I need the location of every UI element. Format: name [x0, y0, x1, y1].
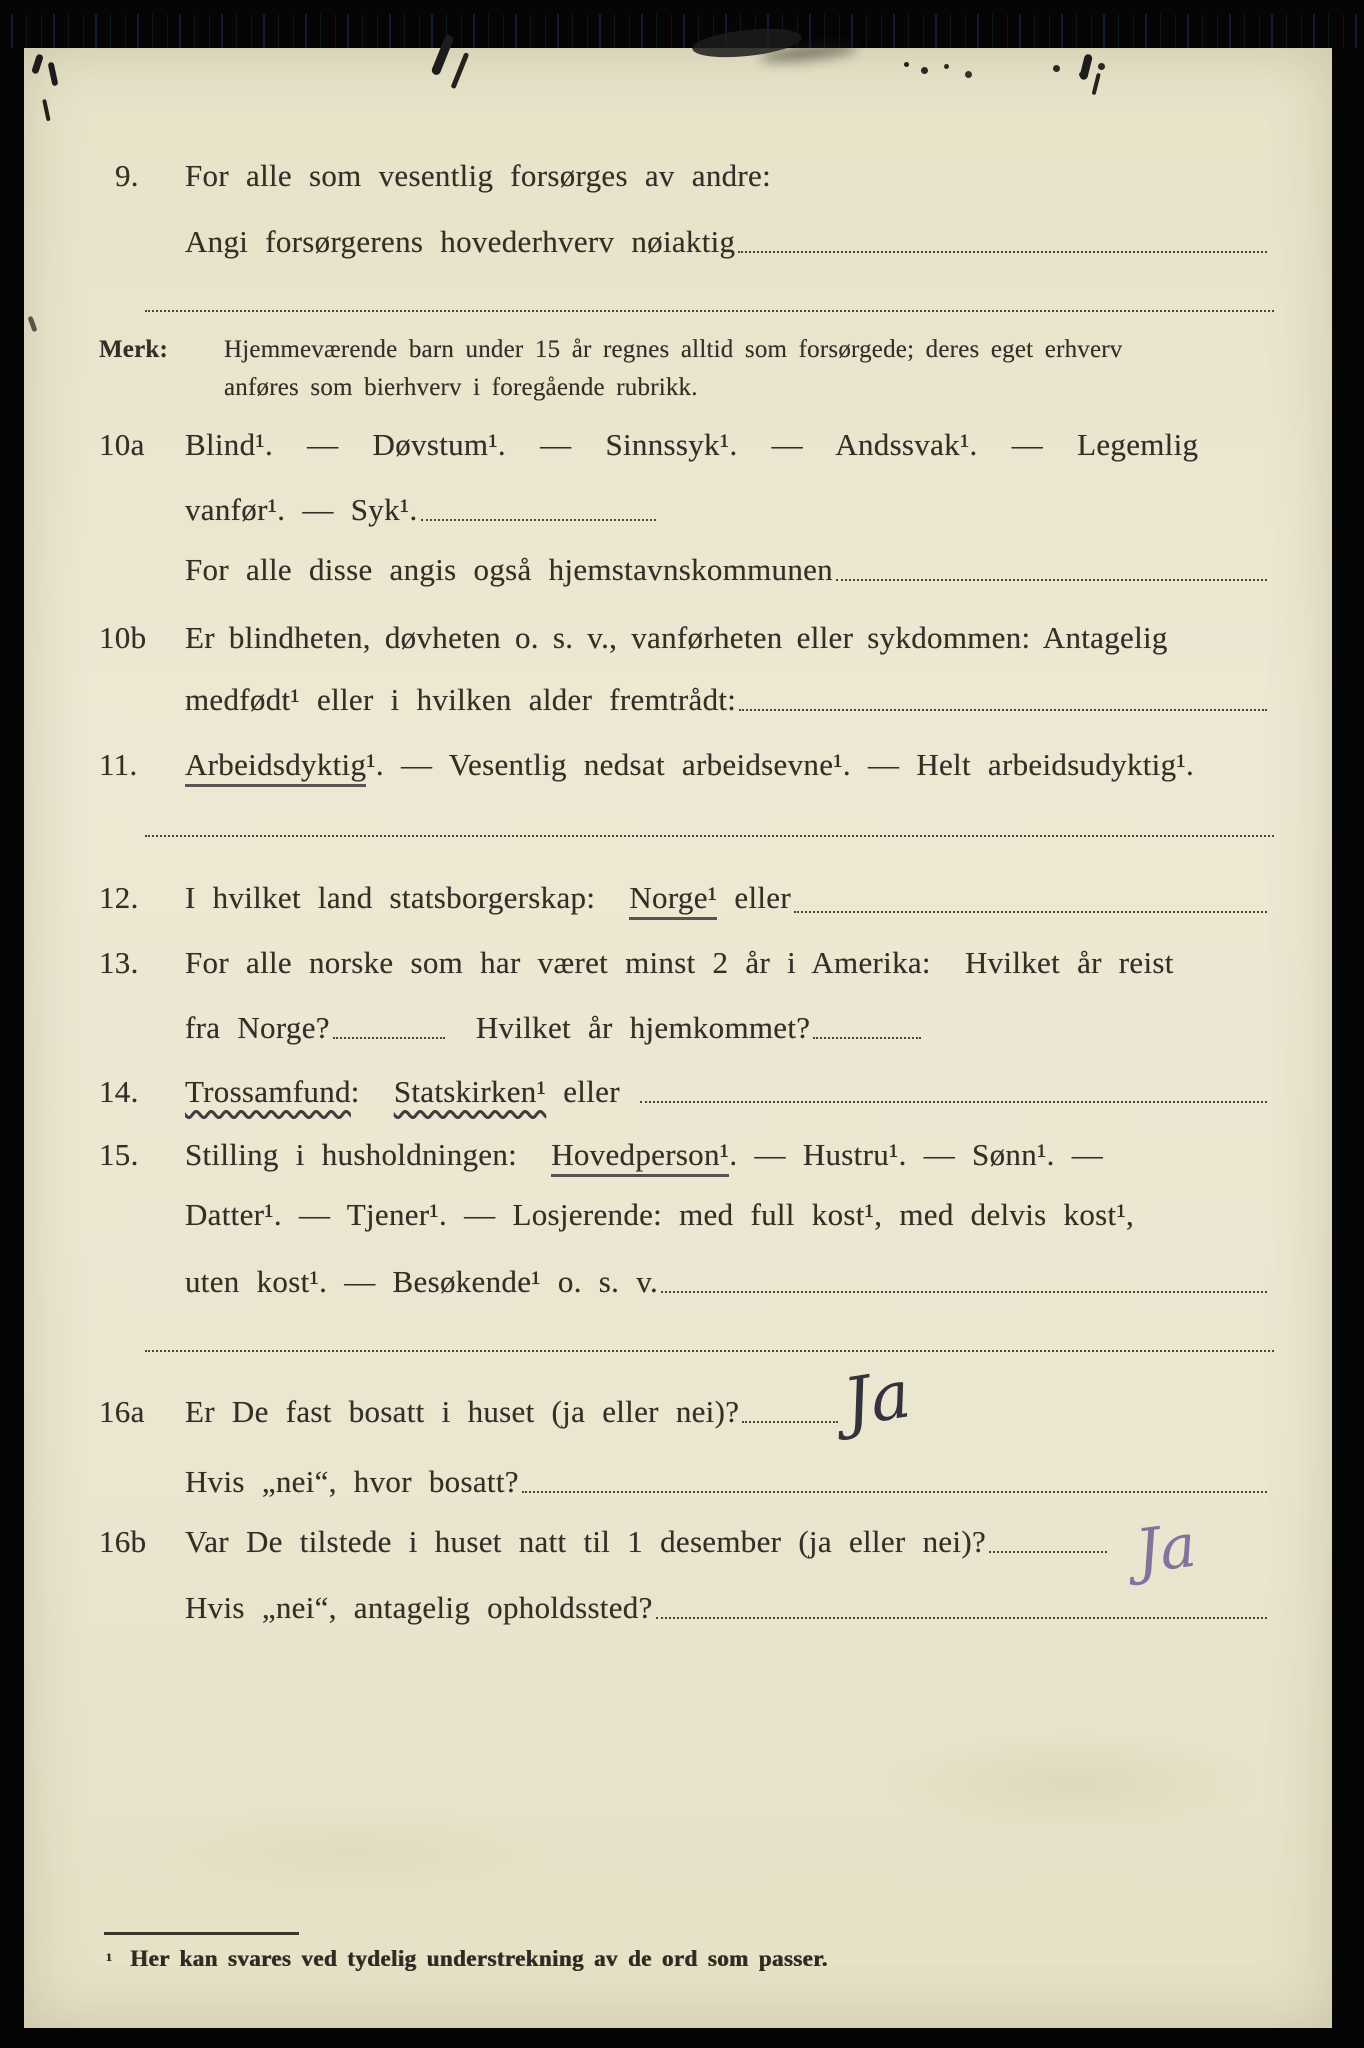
pen-underlined-word: Statskirken¹ [393, 1074, 547, 1109]
question-number: 13. [99, 945, 139, 980]
ink-smudge [1079, 53, 1093, 80]
question-15-line3 [185, 1264, 1270, 1300]
dotted-separator [145, 835, 1274, 837]
merk-text: Hjemmeværende barn under 15 år regnes alltid som forsørgede; deres eget erhverv [224, 336, 1123, 363]
question-9-row [99, 158, 1270, 194]
question-text: Hvilket år hjemkommet? [475, 1010, 811, 1045]
question-number: 14. [99, 1074, 139, 1109]
dotted-answer-line [989, 1551, 1107, 1553]
show-through-stain [144, 1808, 564, 1898]
question-text: Var De tilstede i huset natt til 1 desember (ja eller nei)? [185, 1524, 987, 1559]
question-10a-line2 [185, 492, 659, 528]
question-9-line2 [185, 224, 1270, 260]
footnote-rule [104, 1932, 299, 1935]
question-text: Er De fast bosatt i huset (ja eller nei)? [185, 1394, 740, 1429]
question-text: Datter¹. — Tjener¹. — Losjerende: med full kost¹, med delvis kost¹, [185, 1197, 1135, 1232]
question-12-row [99, 880, 1270, 920]
question-number: 9. [115, 158, 139, 193]
question-text: For alle som vesentlig forsørges av andre: [185, 158, 772, 193]
question-number: 12. [99, 880, 139, 915]
question-text: For alle disse angis også hjemstavnskommunen [185, 552, 833, 587]
question-number: 11. [99, 747, 138, 782]
question-10b-line2 [185, 682, 1270, 718]
question-text: ¹. — Vesentlig nedsat arbeidsevne¹. — Helt arbeidsudyktig¹. [366, 747, 1195, 782]
question-16b-line2 [185, 1590, 1270, 1626]
dotted-answer-line [661, 1291, 1267, 1293]
question-16a-row [99, 1394, 841, 1430]
census-form-page [24, 48, 1332, 2028]
ink-smudge [31, 53, 44, 74]
pen-underlined-word: Trossamfund [185, 1074, 351, 1109]
merk-label: Merk: [99, 336, 169, 363]
dotted-answer-line [656, 1617, 1267, 1619]
dotted-separator [145, 1350, 1274, 1352]
footnote-text: Her kan svares ved tydelig understrekning av de ord som passer. [130, 1946, 828, 1971]
question-13-row [99, 945, 1270, 981]
merk-text: anføres som bierhverv i foregående rubrikk. [224, 374, 698, 401]
dotted-answer-line [742, 1421, 838, 1423]
dotted-answer-line [813, 1037, 921, 1039]
question-10a-line3 [185, 552, 1270, 588]
question-text: Stilling i husholdningen: [185, 1137, 552, 1172]
question-text: medfødt¹ eller i hvilken alder fremtrådt: [185, 682, 737, 717]
dotted-answer-line [836, 579, 1267, 581]
question-text: : [350, 1074, 394, 1109]
note-merk-line2 [224, 374, 698, 402]
question-number: 16a [99, 1394, 145, 1429]
question-text: eller [546, 1074, 637, 1109]
question-13-line2 [185, 1010, 924, 1046]
note-merk-row [99, 336, 1270, 364]
dotted-answer-line [522, 1491, 1267, 1493]
question-text: vanfør¹. — Syk¹. [185, 492, 418, 527]
question-number: 10a [99, 427, 145, 462]
question-14-row [99, 1074, 1270, 1110]
footnote-marker: ¹ [106, 1950, 113, 1971]
question-number: 10b [99, 620, 147, 655]
question-11-row [99, 747, 1270, 787]
question-text: Hvis „nei“, antagelig opholdssted? [185, 1590, 653, 1625]
pen-underlined-word: Norge¹ [629, 880, 717, 920]
question-text: fra Norge? [185, 1010, 330, 1045]
dotted-answer-line [738, 251, 1267, 253]
pen-underlined-word: Hovedperson¹ [551, 1137, 729, 1177]
scan-edge-noise [0, 14, 1364, 48]
question-10b-row [99, 620, 1270, 656]
question-text: . — Hustru¹. — Sønn¹. — [729, 1137, 1103, 1172]
question-15-row [99, 1137, 1270, 1177]
question-text: uten kost¹. — Besøkende¹ o. s. v. [185, 1264, 659, 1299]
dotted-answer-line [794, 911, 1267, 913]
dotted-answer-line [640, 1101, 1267, 1103]
dotted-separator [145, 310, 1274, 312]
question-number: 16b [99, 1524, 147, 1559]
question-15-line2 [185, 1197, 1270, 1233]
question-text: I hvilket land statsborgerskap: [185, 880, 630, 915]
ink-smudge [48, 62, 59, 87]
footnote-row [106, 1946, 828, 1972]
question-16a-line2 [185, 1464, 1270, 1500]
question-text: Hvis „nei“, hvor bosatt? [185, 1464, 519, 1499]
dotted-answer-line [421, 519, 656, 521]
question-16b-row [99, 1524, 1110, 1560]
dotted-answer-line [333, 1037, 445, 1039]
pen-underlined-word: Arbeidsdyktig [185, 747, 366, 787]
dotted-answer-line [739, 709, 1267, 711]
ink-specks [904, 62, 909, 67]
handwritten-answer-16b: Ja [1131, 1510, 1200, 1588]
question-text: Er blindheten, døvheten o. s. v., vanførheten eller sykdommen: Antagelig [185, 620, 1168, 655]
question-text: Angi forsørgerens hovederhverv nøiaktig [185, 224, 736, 259]
question-text: For alle norske som har været minst 2 år i Amerika: Hvilket år reist [185, 945, 1174, 980]
show-through-stain [884, 1728, 1264, 1838]
question-text: eller [717, 880, 791, 915]
ink-smudge [27, 316, 37, 333]
question-text: Blind¹. — Døvstum¹. — Sinnssyk¹. — Andssvak¹. — Legemlig [185, 427, 1199, 462]
question-number: 15. [99, 1137, 139, 1172]
handwritten-answer-16a: Ja [838, 1355, 916, 1442]
question-10a-row [99, 427, 1270, 463]
